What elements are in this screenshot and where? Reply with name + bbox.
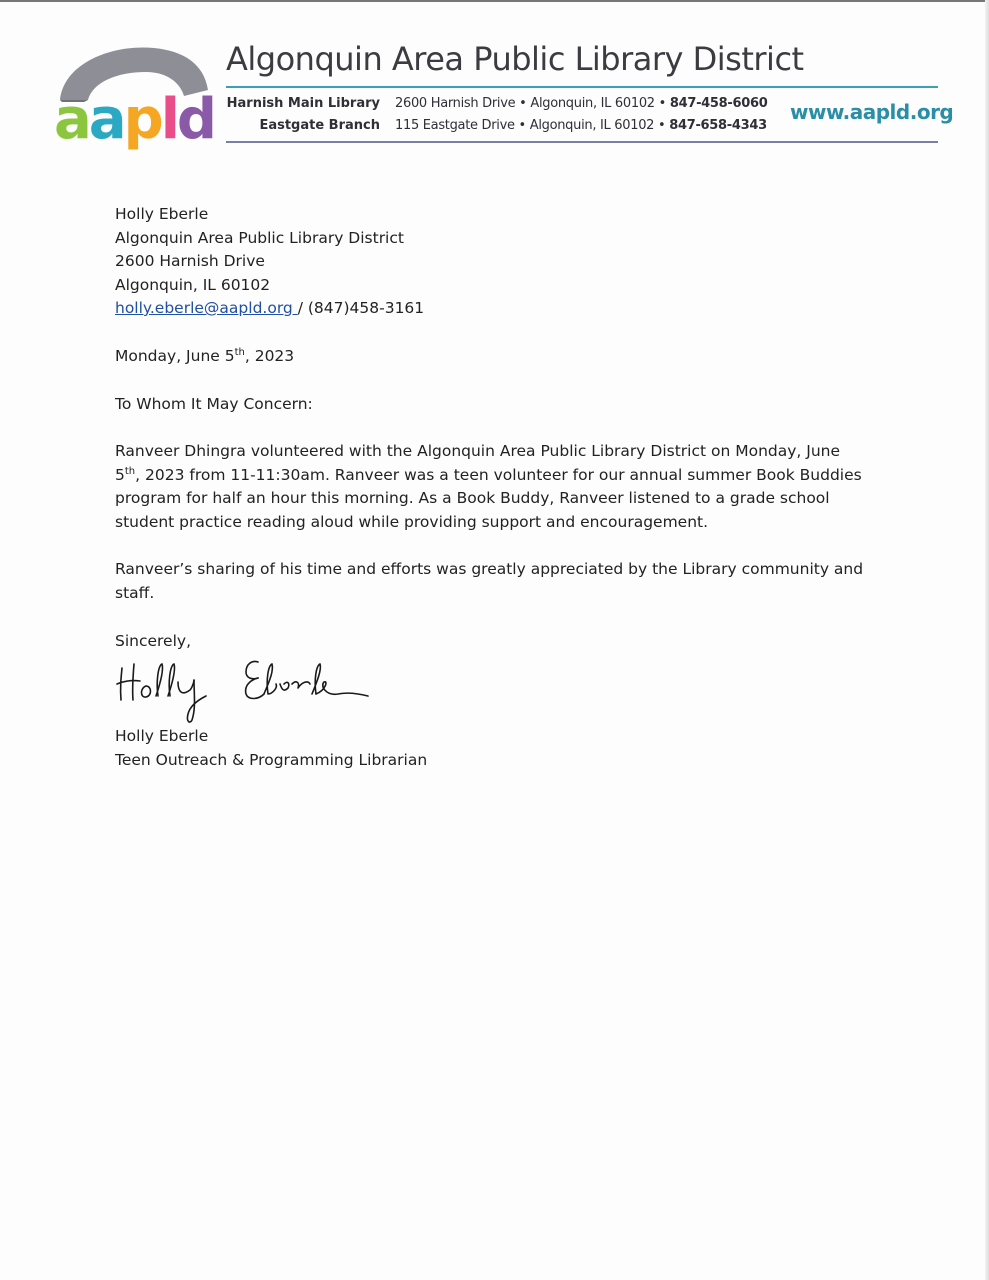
branch-name-eastgate: Eastgate Branch xyxy=(259,118,380,133)
p1-line-1: Ranveer Dhingra volunteered with the Algonquin Area Public Library District on Monday, June xyxy=(115,442,841,460)
p1-line-2-prefix: 5 xyxy=(115,465,125,484)
scan-edge-top xyxy=(0,0,989,2)
branch-address-main-text: 2600 Harnish Drive • Algonquin, IL 60102 • xyxy=(395,96,666,111)
letter-date xyxy=(115,345,885,369)
letterhead-rule-top xyxy=(226,86,938,88)
logo-letter-3: p xyxy=(123,87,161,152)
date-year: , 2023 xyxy=(244,347,295,365)
aapld-logo xyxy=(54,42,214,162)
sender-city: Algonquin, IL 60102 xyxy=(115,275,271,294)
sender-block xyxy=(115,203,885,321)
branch-address-main xyxy=(395,96,767,111)
date-prefix: Monday, June 5 xyxy=(115,347,235,365)
sender-contact xyxy=(115,297,885,321)
logo-letter-5: d xyxy=(176,87,214,152)
sender-name: Holly Eberle xyxy=(115,205,209,223)
sender-phone: / (847)458-3161 xyxy=(297,299,425,317)
sender-organization: Algonquin Area Public Library District xyxy=(115,228,404,247)
closing: Sincerely, xyxy=(115,632,192,650)
p1-line-4: student practice reading aloud while providing support and encouragement. xyxy=(115,512,709,531)
organization-title: Algonquin Area Public Library District xyxy=(226,40,804,78)
p2-line-1: Ranveer’s sharing of his time and efforts was greatly appreciated by the Library community and xyxy=(115,560,864,578)
website-link[interactable]: www.aapld.org xyxy=(790,100,954,124)
signer-title: Teen Outreach & Programming Librarian xyxy=(115,750,428,769)
logo-letter-1: a xyxy=(54,87,89,152)
handwritten-signature xyxy=(112,650,382,726)
salutation: To Whom It May Concern: xyxy=(115,395,313,413)
branch-address-eastgate xyxy=(395,118,767,133)
branch-address-eastgate-text: 115 Eastgate Drive • Algonquin, IL 60102 • xyxy=(395,118,666,133)
signer-block xyxy=(115,725,885,772)
branch-name-main: Harnish Main Library xyxy=(226,96,380,111)
branch-phone-eastgate: 847-658-4343 xyxy=(669,118,767,133)
paragraph-2 xyxy=(115,558,885,605)
p1-line-3: program for half an hour this morning. As a Book Buddy, Ranveer listened to a grade school xyxy=(115,489,830,507)
logo-letter-2: a xyxy=(88,87,124,152)
branch-phone-main: 847-458-6060 xyxy=(669,96,768,111)
logo-letter-4: l xyxy=(160,87,177,152)
sender-street: 2600 Harnish Drive xyxy=(115,252,265,270)
date-suffix: th xyxy=(234,346,245,358)
p1-line-2-sup: th xyxy=(124,465,136,477)
letterhead-rule-bottom xyxy=(226,141,938,143)
scan-edge-right xyxy=(985,0,989,1280)
p1-line-2-rest: , 2023 from 11-11:30am. Ranveer was a teen volunteer for our annual summer Book Buddies xyxy=(135,465,862,484)
p1-line-2 xyxy=(115,464,885,488)
logo-wordmark xyxy=(54,87,214,152)
sender-email-link[interactable]: holly.eberle@aapld.org xyxy=(115,299,298,317)
signer-name: Holly Eberle xyxy=(115,727,209,745)
p2-line-2: staff. xyxy=(115,583,155,602)
paragraph-1 xyxy=(115,440,885,534)
